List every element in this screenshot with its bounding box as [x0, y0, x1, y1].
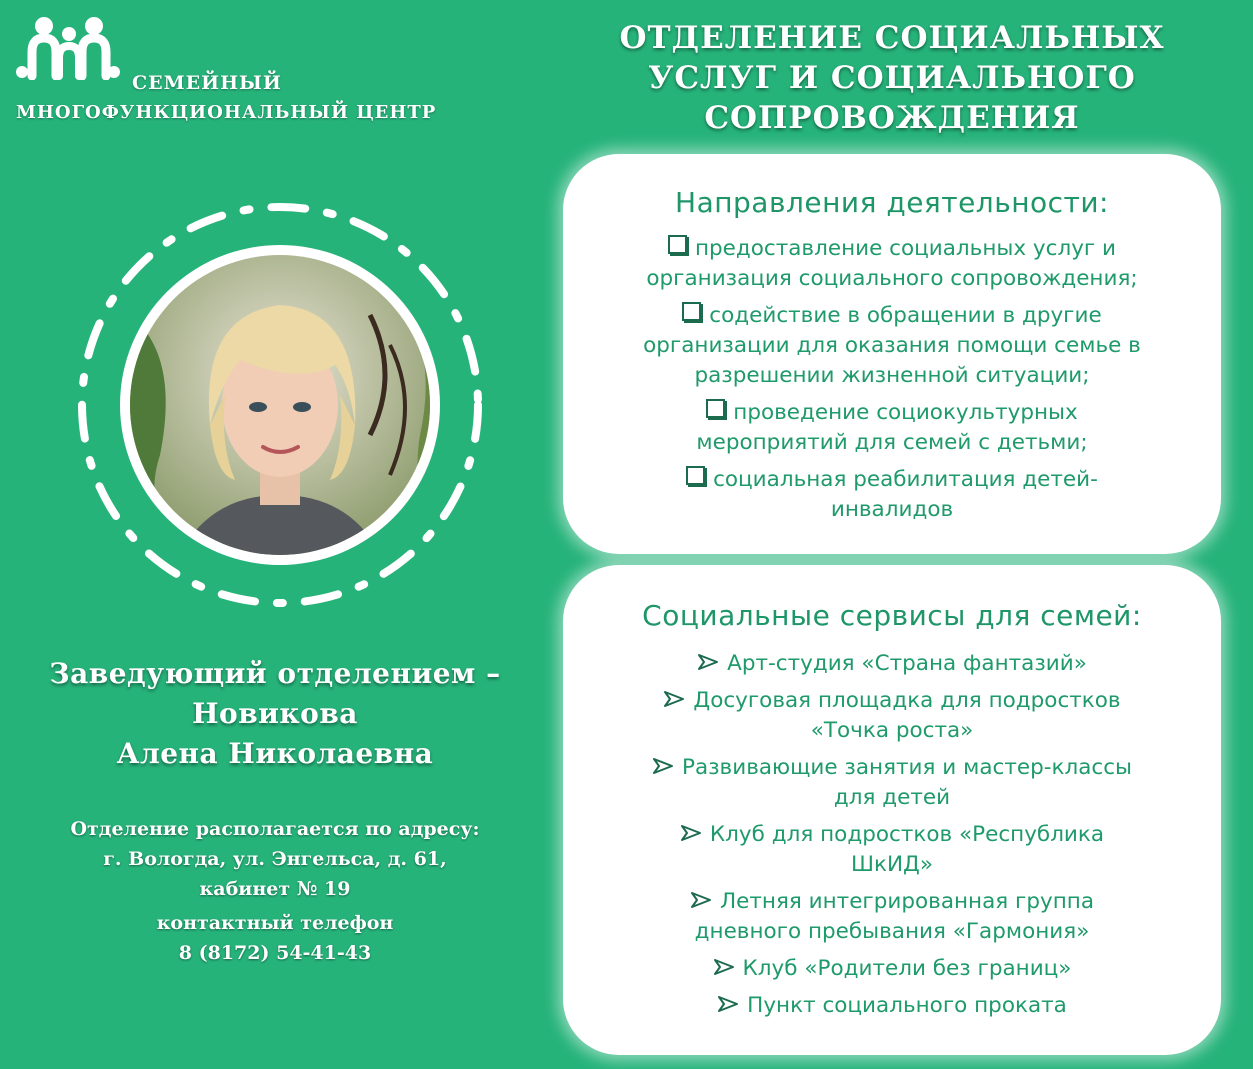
department-title [560, 18, 1224, 138]
list-item-line: организация социального сопровождения; [646, 266, 1138, 291]
list-item-line [591, 465, 1193, 495]
department-title-line: СОПРОВОЖДЕНИЯ [704, 100, 1080, 136]
family-logo-icon [14, 14, 120, 80]
list-item-line [591, 649, 1193, 679]
list-item-line: разрешении жизненной ситуации; [694, 363, 1090, 388]
phone-label: контактный телефон [156, 912, 394, 934]
list-item [591, 887, 1193, 947]
list-item-line [591, 398, 1193, 428]
arrow-right-icon [717, 995, 739, 1013]
head-of-department [10, 654, 540, 774]
list-item-line [591, 301, 1193, 331]
arrow-right-icon [690, 891, 712, 909]
list-item-line: дневного пребывания «Гармония» [694, 919, 1090, 944]
list-item-text: Клуб для подростков «Республика [709, 822, 1105, 847]
list-item-text: Развивающие занятия и мастер-классы [681, 755, 1132, 780]
head-name: Алена Николаевна [116, 737, 434, 770]
list-item-text: Клуб «Родители без границ» [742, 956, 1072, 981]
list-item-text: предоставление социальных услуг и [694, 236, 1117, 261]
head-title: Заведующий отделением – [49, 657, 501, 690]
list-item-line: ШкИД» [850, 852, 933, 877]
logo [14, 14, 534, 123]
list-item-text: Летняя интегрированная группа [719, 889, 1095, 914]
list-item-line [591, 820, 1193, 850]
list-item [591, 820, 1193, 880]
list-item-text: социальная реабилитация детей- [713, 467, 1098, 492]
list-item-text: Пункт социального проката [747, 993, 1067, 1018]
head-portrait [70, 195, 490, 615]
list-item [591, 398, 1193, 458]
services-title: Социальные сервисы для семей: [642, 599, 1142, 632]
list-item [591, 465, 1193, 525]
list-item [591, 954, 1193, 984]
list-item-text: Досуговая площадка для подростков [693, 688, 1121, 713]
checkbox-icon [706, 399, 725, 418]
arrow-right-icon [697, 653, 719, 671]
list-item-text: содействие в обращении в другие [709, 303, 1102, 328]
list-item [591, 649, 1193, 679]
list-item-line [591, 753, 1193, 783]
address-room: кабинет № 19 [199, 878, 351, 900]
checkbox-icon [686, 466, 705, 485]
list-item-line: для детей [833, 785, 951, 810]
list-item [591, 686, 1193, 746]
list-item-line [591, 234, 1193, 264]
list-item-line: мероприятий для семей с детьми; [696, 430, 1088, 455]
list-item-line [591, 887, 1193, 917]
checkbox-icon [682, 302, 701, 321]
checkbox-icon [668, 235, 687, 254]
department-title-line: УСЛУГ И СОЦИАЛЬНОГО [648, 60, 1136, 96]
list-item [591, 234, 1193, 294]
list-item [591, 991, 1193, 1021]
head-surname: Новикова [192, 697, 358, 730]
department-title-line: ОТДЕЛЕНИЕ СОЦИАЛЬНЫХ [619, 20, 1165, 56]
phone-number: 8 (8172) 54-41-43 [178, 942, 372, 964]
services-card [563, 565, 1221, 1055]
arrow-right-icon [713, 958, 735, 976]
list-item-line: организации для оказания помощи семье в [643, 333, 1141, 358]
list-item-line [591, 991, 1193, 1021]
arrow-right-icon [663, 690, 685, 708]
list-item-text: Арт-студия «Страна фантазий» [727, 651, 1087, 676]
address-label: Отделение располагается по адресу: [70, 818, 480, 840]
address-block [10, 814, 540, 968]
arrow-right-icon [652, 757, 674, 775]
address-street: г. Вологда, ул. Энгельса, д. 61, [103, 848, 447, 870]
activities-title: Направления деятельности: [675, 186, 1109, 219]
list-item-line [591, 686, 1193, 716]
list-item-text: проведение социокультурных [733, 400, 1078, 425]
list-item [591, 753, 1193, 813]
list-item-line: инвалидов [830, 497, 954, 522]
list-item-line [591, 954, 1193, 984]
activities-list [591, 234, 1193, 532]
arrow-right-icon [680, 824, 702, 842]
services-list [591, 649, 1193, 1028]
list-item [591, 301, 1193, 391]
logo-text-line1: СЕМЕЙНЫЙ [132, 72, 282, 94]
logo-text-line2: МНОГОФУНКЦИОНАЛЬНЫЙ ЦЕНТР [16, 102, 437, 123]
list-item-line: «Точка роста» [810, 718, 974, 743]
activities-card [563, 154, 1221, 554]
